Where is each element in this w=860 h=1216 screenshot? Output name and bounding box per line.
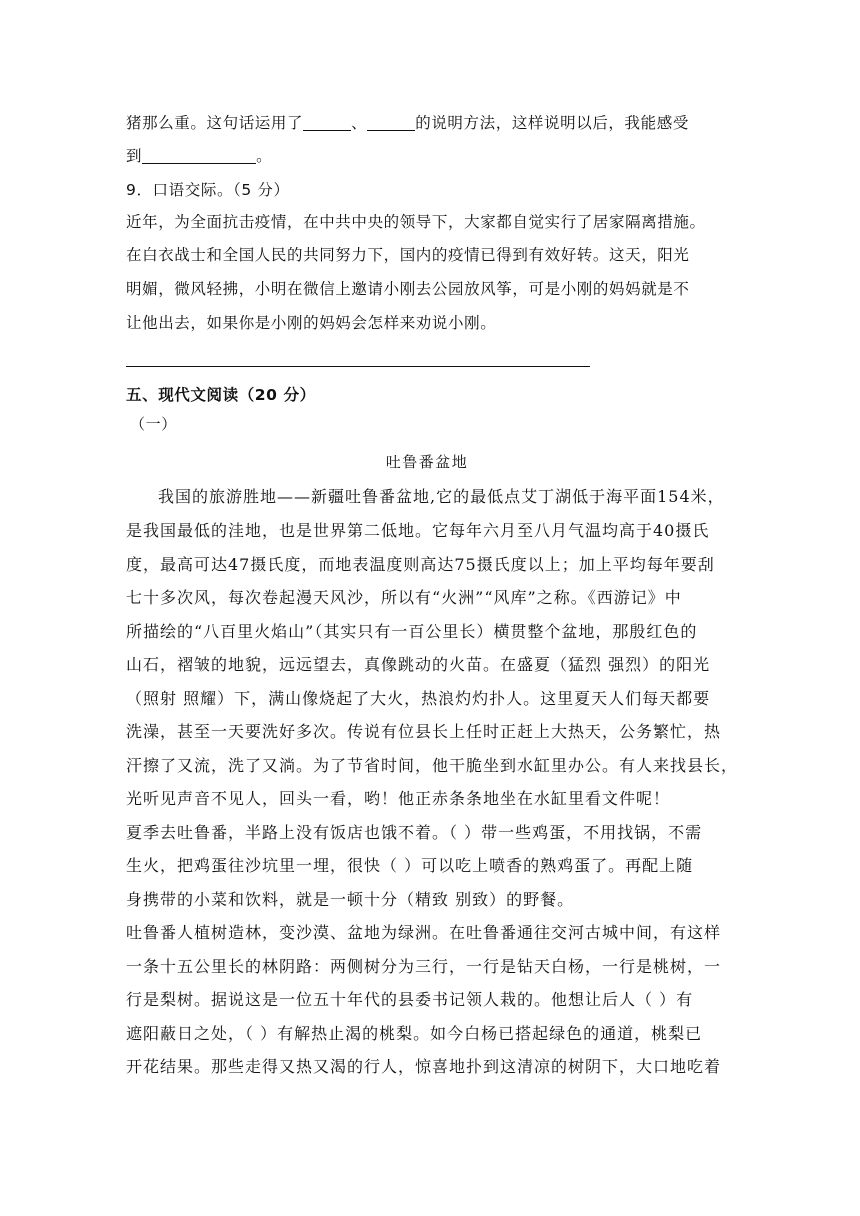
answer-blank-1[interactable] [303,115,351,131]
article-line: 生火，把鸡蛋往沙坑里一埋，很快（ ）可以吃上喷香的熟鸡蛋了。再配上随 [126,856,694,875]
q9-heading: 9．口语交际。（5 分） [126,181,290,199]
q8-text-e: 。 [256,147,273,165]
q8-line-1 [126,113,736,133]
q8-text-a: 猪那么重。这句话运用了 [126,114,304,132]
article-line: 光听见声音不见人，回头一看，哟！他正赤条条地坐在水缸里看文件呢！ [126,789,671,808]
article-line: 夏季去吐鲁番，半路上没有饭店也饿不着。（ ）带一些鸡蛋，不用找锅，不需 [126,823,703,842]
q8-text-c: 的说明方法，这样说明以后，我能感受 [415,114,689,132]
q8-line-2 [126,146,736,166]
article-line: 汗擦了又流，洗了又淌。为了节省时间，他干脆坐到水缸里办公。有人来找县长， [126,756,739,775]
section-title: 五、现代文阅读（20 分） [126,386,316,404]
answer-blank-2[interactable] [367,115,415,131]
section-part-label: （一） [130,415,177,433]
q8-text-d: 到 [126,147,143,165]
article-line: 是我国最低的洼地，也是世界第二低地。它每年六月至八月气温均高于40摄氏 [126,521,710,540]
article-line: 一条十五公里长的林阴路：两侧树分为三行，一行是钻天白杨，一行是桃树，一 [126,957,722,976]
q9-line: 近年，为全面抗击疫情，在中共中央的领导下，大家都自觉实行了居家隔离措施。 [126,213,706,231]
article-line: 度，最高可达47摄氏度，而地表温度则高达75摄氏度以上；加上平均每年要刮 [126,555,715,574]
article-line: 吐鲁番人植树造林，变沙漠、盆地为绿洲。在吐鲁番通往交河古城中间，有这样 [126,923,722,942]
article-line: 洗澡，甚至一天要洗好多次。传说有位县长上任时正赶上大热天，公务繁忙，热 [126,722,722,741]
article-line: 开花结果。那些走得又热又渴的行人，惊喜地扑到这清凉的树阴下，大口地吃着 [126,1057,722,1076]
q8-text-b: 、 [351,114,368,132]
q9-line: 明媚，微风轻拂，小明在微信上邀请小刚去公园放风筝，可是小刚的妈妈就是不 [126,280,690,298]
q9-answer-line[interactable] [126,366,590,367]
answer-blank-3[interactable] [142,148,256,164]
article-title: 吐鲁番盆地 [385,453,469,471]
article-line: 我国的旅游胜地——新疆吐鲁番盆地,它的最低点艾丁湖低于海平面154米， [158,487,725,506]
article-line: 山石，褶皱的地貌，远远望去，真像跳动的火苗。在盛夏（猛烈 强烈）的阳光 [126,655,711,674]
article-line: 所描绘的“八百里火焰山”（其实只有一百公里长）横贯整个盆地，那殷红色的 [126,622,698,641]
q9-line: 让他出去，如果你是小刚的妈妈会怎样来劝说小刚。 [126,314,497,332]
q9-line: 在白衣战士和全国人民的共同努力下，国内的疫情已得到有效好转。这天，阳光 [126,246,690,264]
article-line: 遮阳蔽日之处，（ ）有解热止渴的桃梨。如今白杨已搭起绿色的通道，桃梨已 [126,1024,703,1043]
article-line: 七十多次风，每次卷起漫天风沙，所以有“火洲”“风库”之称。《西游记》中 [126,588,682,607]
article-line: 身携带的小菜和饮料，就是一顿十分（精致 别致）的野餐。 [126,890,575,909]
article-line: （照射 照耀）下，满山像烧起了大火，热浪灼灼扑人。这里夏天人们每天都要 [126,689,711,708]
article-line: 行是梨树。据说这是一位五十年代的县委书记领人栽的。他想让后人（ ）有 [126,990,694,1009]
